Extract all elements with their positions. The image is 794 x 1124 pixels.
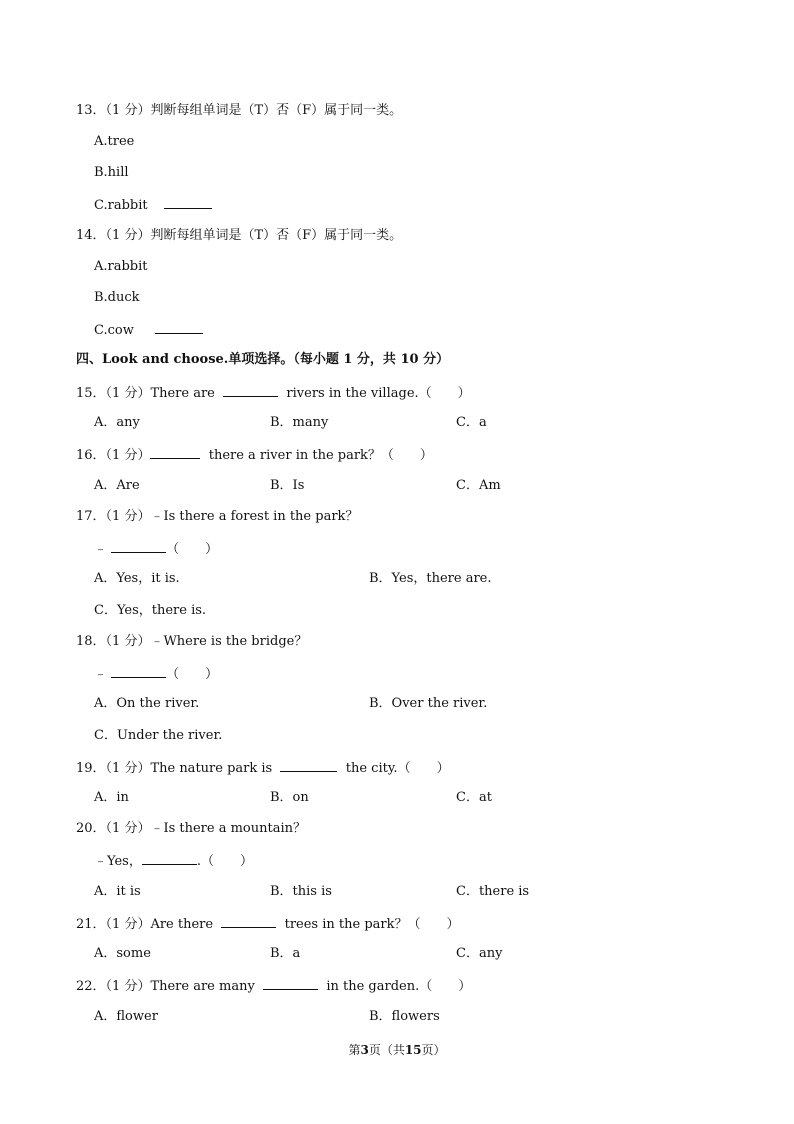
q21-answer-blank[interactable] bbox=[221, 915, 276, 928]
q19-stem-pre: 19．（1 分）The nature park is bbox=[76, 761, 273, 776]
q13-option-b: B.hill bbox=[94, 165, 129, 180]
q22-option-b[interactable]: B．flowers bbox=[369, 1009, 440, 1024]
q17-answer-pre: ﹣ bbox=[94, 542, 108, 557]
q20-option-b[interactable]: B．this is bbox=[270, 884, 332, 899]
q19-option-c[interactable]: C．at bbox=[456, 790, 492, 805]
footer-post: 页） bbox=[421, 1043, 446, 1057]
q18-answer-line bbox=[94, 665, 218, 683]
q22-stem-pre: 22．（1 分）There are many bbox=[76, 979, 255, 994]
q15-option-b[interactable]: B．many bbox=[270, 415, 329, 430]
q14-option-b: B.duck bbox=[94, 290, 140, 305]
q15-answer-blank[interactable] bbox=[223, 384, 278, 397]
question-17-stem: 17．（1 分）﹣Is there a forest in the park？ bbox=[76, 509, 359, 524]
q17-option-a[interactable]: A．Yes，it is. bbox=[94, 571, 180, 586]
q21-option-c[interactable]: C．any bbox=[456, 946, 503, 961]
q21-option-a[interactable]: A．some bbox=[94, 946, 151, 961]
q18-answer-post: （ ） bbox=[166, 667, 219, 682]
q18-answer-blank[interactable] bbox=[111, 665, 166, 678]
footer-page-number: 3 bbox=[360, 1043, 369, 1057]
q16-option-c[interactable]: C．Am bbox=[456, 478, 501, 493]
question-18-stem: 18．（1 分）﹣Where is the bridge？ bbox=[76, 634, 308, 649]
q18-option-c[interactable]: C．Under the river. bbox=[94, 728, 223, 743]
q14-answer-blank[interactable] bbox=[155, 321, 203, 334]
footer-total-pages: 15 bbox=[404, 1043, 422, 1057]
question-13-stem: 13．（1 分）判断每组单词是（T）否（F）属于同一类。 bbox=[76, 103, 403, 118]
q16-stem-pre: 16．（1 分） bbox=[76, 448, 151, 463]
q19-stem-post: the city.（ ） bbox=[345, 761, 450, 776]
q15-option-c[interactable]: C．a bbox=[456, 415, 487, 430]
q17-option-c[interactable]: C．Yes，there is. bbox=[94, 603, 207, 618]
footer-mid: 页（共 bbox=[368, 1043, 405, 1057]
q19-answer-blank[interactable] bbox=[280, 759, 337, 772]
q20-option-a[interactable]: A．it is bbox=[94, 884, 141, 899]
q20-answer-blank[interactable] bbox=[142, 852, 197, 865]
q22-answer-blank[interactable] bbox=[263, 977, 318, 990]
q15-stem-pre: 15．（1 分）There are bbox=[76, 386, 215, 401]
q17-answer-blank[interactable] bbox=[111, 540, 166, 553]
q20-answer-post: .（ ） bbox=[196, 854, 253, 869]
q16-option-a[interactable]: A．Are bbox=[94, 478, 140, 493]
q15-stem-post: rivers in the village.（ ） bbox=[286, 386, 471, 401]
q19-option-a[interactable]: A．in bbox=[94, 790, 129, 805]
q20-answer-pre: ﹣Yes， bbox=[94, 854, 142, 869]
q14-option-c bbox=[94, 321, 203, 339]
q13-answer-blank[interactable] bbox=[164, 196, 212, 209]
q17-answer-post: （ ） bbox=[166, 542, 219, 557]
question-20-stem: 20．（1 分）﹣Is there a mountain？ bbox=[76, 821, 307, 836]
q20-answer-line bbox=[94, 852, 253, 870]
q13-option-c bbox=[94, 196, 212, 214]
q16-stem-post: there a river in the park？（ ） bbox=[208, 448, 433, 463]
q20-option-c[interactable]: C．there is bbox=[456, 884, 530, 899]
question-15-stem bbox=[76, 384, 471, 402]
footer-pre: 第 bbox=[348, 1043, 361, 1057]
question-21-stem bbox=[76, 915, 460, 933]
q17-option-b[interactable]: B．Yes，there are. bbox=[369, 571, 492, 586]
q16-answer-blank[interactable] bbox=[150, 446, 200, 459]
q13-option-c-label: C.rabbit bbox=[94, 198, 148, 213]
q19-option-b[interactable]: B．on bbox=[270, 790, 309, 805]
q14-option-a: A.rabbit bbox=[94, 259, 148, 274]
q18-option-b[interactable]: B．Over the river. bbox=[369, 696, 488, 711]
q17-answer-line bbox=[94, 540, 218, 558]
q22-stem-post: in the garden.（ ） bbox=[326, 979, 472, 994]
q21-option-b[interactable]: B．a bbox=[270, 946, 301, 961]
q13-option-a: A.tree bbox=[94, 134, 135, 149]
section-4-heading: 四、Look and choose.单项选择。（每小题 1 分，共 10 分） bbox=[76, 352, 450, 367]
q18-answer-pre: ﹣ bbox=[94, 667, 108, 682]
q21-stem-pre: 21．（1 分）Are there bbox=[76, 917, 214, 932]
q15-option-a[interactable]: A．any bbox=[94, 415, 140, 430]
q21-stem-post: trees in the park？（ ） bbox=[284, 917, 460, 932]
question-14-stem: 14．（1 分）判断每组单词是（T）否（F）属于同一类。 bbox=[76, 228, 403, 243]
q22-option-a[interactable]: A．flower bbox=[94, 1009, 158, 1024]
question-16-stem bbox=[76, 446, 433, 464]
question-19-stem bbox=[76, 759, 450, 777]
question-22-stem bbox=[76, 977, 471, 995]
q18-option-a[interactable]: A．On the river. bbox=[94, 696, 200, 711]
page-footer bbox=[0, 1042, 794, 1058]
q16-option-b[interactable]: B．Is bbox=[270, 478, 305, 493]
q14-option-c-label: C.cow bbox=[94, 323, 134, 338]
